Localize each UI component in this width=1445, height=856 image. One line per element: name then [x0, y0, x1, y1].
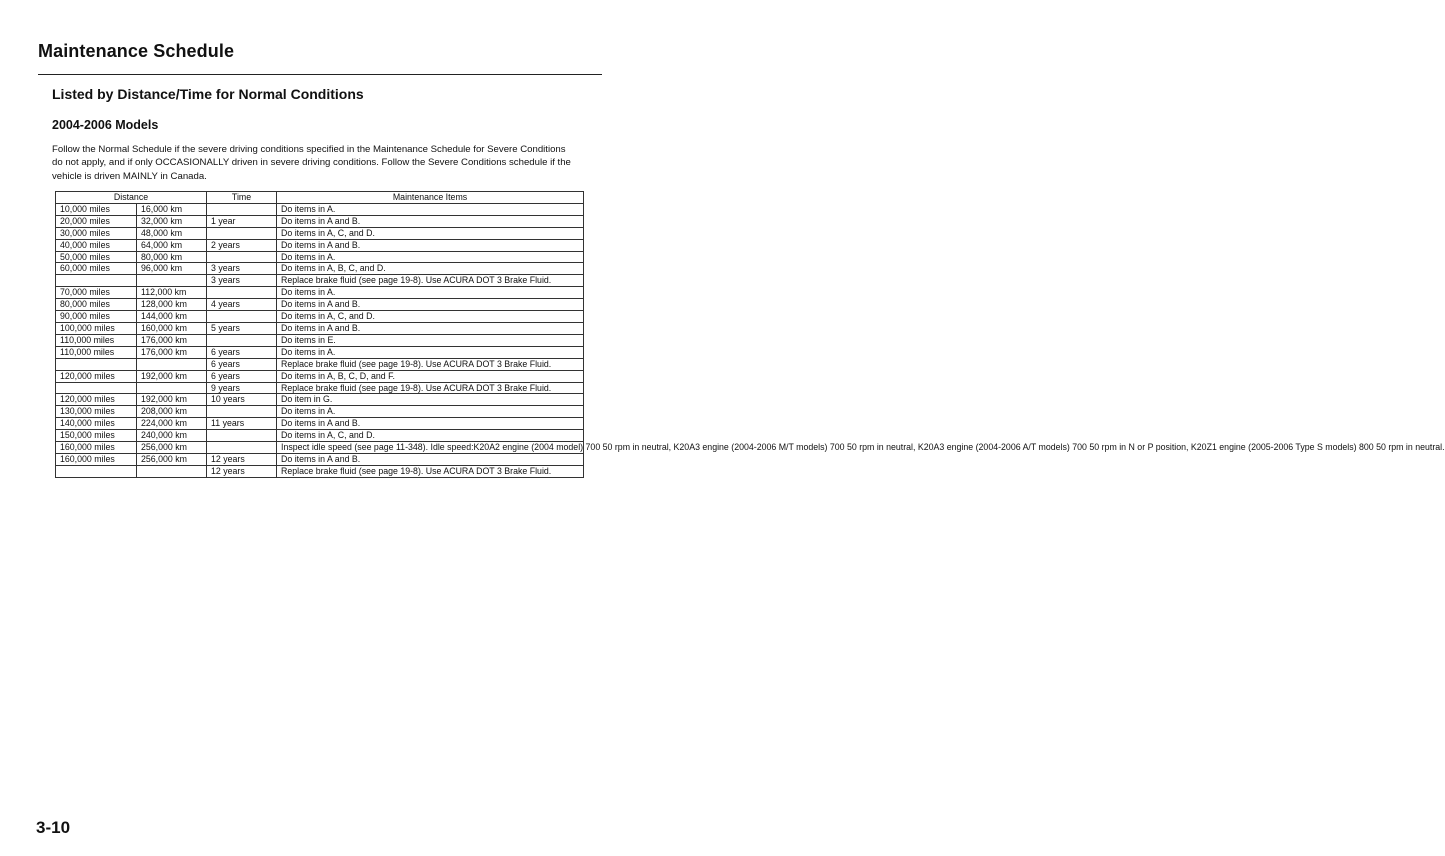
- cell-miles: 80,000 miles: [56, 299, 137, 311]
- cell-time: [207, 334, 277, 346]
- cell-miles: 150,000 miles: [56, 430, 137, 442]
- cell-items: Do items in A.: [277, 251, 584, 263]
- cell-time: 3 years: [207, 275, 277, 287]
- cell-time: 6 years: [207, 346, 277, 358]
- cell-time: 12 years: [207, 465, 277, 477]
- cell-miles: 140,000 miles: [56, 418, 137, 430]
- cell-time: [207, 251, 277, 263]
- cell-miles: 90,000 miles: [56, 311, 137, 323]
- cell-km: 176,000 km: [137, 334, 207, 346]
- cell-km: 32,000 km: [137, 215, 207, 227]
- maintenance-schedule-table: [55, 191, 1445, 478]
- cell-miles: [56, 275, 137, 287]
- cell-miles: 110,000 miles: [56, 334, 137, 346]
- cell-items: Do items in A and B.: [277, 418, 584, 430]
- table-row: [56, 406, 584, 418]
- cell-time: 5 years: [207, 322, 277, 334]
- cell-miles: 70,000 miles: [56, 287, 137, 299]
- table-row: [56, 251, 584, 263]
- cell-time: 2 years: [207, 239, 277, 251]
- cell-items: Replace brake fluid (see page 19-8). Use ACURA DOT 3 Brake Fluid.: [277, 465, 584, 477]
- cell-time: 6 years: [207, 358, 277, 370]
- table-row: [56, 370, 584, 382]
- cell-items: Do items in A, C, and D.: [277, 430, 584, 442]
- cell-km: 96,000 km: [137, 263, 207, 275]
- cell-time: 11 years: [207, 418, 277, 430]
- cell-km: 256,000 km: [137, 442, 207, 454]
- cell-miles: [56, 465, 137, 477]
- cell-miles: 30,000 miles: [56, 227, 137, 239]
- table-row: [56, 299, 584, 311]
- cell-time: 3 years: [207, 263, 277, 275]
- cell-time: [207, 203, 277, 215]
- cell-km: 224,000 km: [137, 418, 207, 430]
- cell-miles: 110,000 miles: [56, 346, 137, 358]
- cell-km: 80,000 km: [137, 251, 207, 263]
- cell-items: Replace brake fluid (see page 19-8). Use ACURA DOT 3 Brake Fluid.: [277, 358, 584, 370]
- cell-miles: 100,000 miles: [56, 322, 137, 334]
- cell-items: Do items in A, B, C, D, and F.: [277, 370, 584, 382]
- cell-km: 160,000 km: [137, 322, 207, 334]
- table-row: [56, 394, 584, 406]
- cell-miles: [56, 358, 137, 370]
- cell-miles: [56, 382, 137, 394]
- table-row: [56, 227, 584, 239]
- cell-time: [207, 227, 277, 239]
- cell-km: 192,000 km: [137, 394, 207, 406]
- table-row: [56, 215, 584, 227]
- cell-items: Do items in A and B.: [277, 299, 584, 311]
- cell-items: Do items in E.: [277, 334, 584, 346]
- table-row: [56, 263, 584, 275]
- cell-km: [137, 358, 207, 370]
- cell-items: Do items in A.: [277, 346, 584, 358]
- cell-km: 112,000 km: [137, 287, 207, 299]
- title-divider: [38, 74, 602, 75]
- header-maintenance-items: Maintenance Items: [277, 192, 584, 204]
- cell-time: 4 years: [207, 299, 277, 311]
- table-row: [56, 382, 584, 394]
- cell-items: Do items in A and B.: [277, 322, 584, 334]
- cell-km: 192,000 km: [137, 370, 207, 382]
- cell-miles: 130,000 miles: [56, 406, 137, 418]
- cell-km: 64,000 km: [137, 239, 207, 251]
- cell-time: [207, 430, 277, 442]
- table-row: [56, 358, 584, 370]
- page-number: 3-10: [36, 818, 71, 837]
- section-heading: Listed by Distance/Time for Normal Conditions: [52, 86, 364, 102]
- cell-items: Do item in G.: [277, 394, 584, 406]
- table-row: [56, 465, 584, 477]
- cell-km: 176,000 km: [137, 346, 207, 358]
- header-distance: Distance: [56, 192, 207, 204]
- cell-items: Do items in A and B.: [277, 215, 584, 227]
- intro-paragraph: Follow the Normal Schedule if the severe driving conditions specified in the Maintenance Schedule for Severe Conditions do not apply, and if only OCCASIONALLY driven in severe driving conditions. Follow the Severe Conditions schedule if the vehicle is driven MAINLY in Canada.: [52, 144, 571, 182]
- table-row: [56, 346, 584, 358]
- cell-time: [207, 287, 277, 299]
- table-row: [56, 442, 584, 454]
- cell-items: Do items in A and B.: [277, 239, 584, 251]
- table-row: [56, 275, 584, 287]
- cell-miles: 120,000 miles: [56, 394, 137, 406]
- table-row: [56, 322, 584, 334]
- cell-items: Do items in A.: [277, 203, 584, 215]
- cell-miles: 40,000 miles: [56, 239, 137, 251]
- table-row: [56, 453, 584, 465]
- cell-time: [207, 406, 277, 418]
- cell-time: [207, 442, 277, 454]
- cell-time: 12 years: [207, 453, 277, 465]
- table-row: [56, 334, 584, 346]
- cell-km: [137, 382, 207, 394]
- cell-miles: 20,000 miles: [56, 215, 137, 227]
- cell-km: [137, 275, 207, 287]
- page-title: Maintenance Schedule: [38, 41, 235, 61]
- cell-km: 48,000 km: [137, 227, 207, 239]
- table-row: [56, 311, 584, 323]
- table-row: [56, 287, 584, 299]
- cell-time: 6 years: [207, 370, 277, 382]
- cell-items: Replace brake fluid (see page 19-8). Use ACURA DOT 3 Brake Fluid.: [277, 382, 584, 394]
- cell-miles: 10,000 miles: [56, 203, 137, 215]
- cell-time: 9 years: [207, 382, 277, 394]
- cell-items: Do items in A, C, and D.: [277, 227, 584, 239]
- cell-items: Do items in A, C, and D.: [277, 311, 584, 323]
- cell-items: Do items in A, B, C, and D.: [277, 263, 584, 275]
- cell-miles: 50,000 miles: [56, 251, 137, 263]
- cell-time: 10 years: [207, 394, 277, 406]
- cell-items: Do items in A and B.: [277, 453, 584, 465]
- cell-km: 144,000 km: [137, 311, 207, 323]
- cell-km: 240,000 km: [137, 430, 207, 442]
- cell-km: 16,000 km: [137, 203, 207, 215]
- cell-km: 128,000 km: [137, 299, 207, 311]
- cell-items: Inspect idle speed (see page 11-348). Idle speed:K20A2 engine (2004 model) 700 50 rpm in neutral, K20A3 engine (2004-2006 M/T models) 700 50 rpm in neutral, K20A3 engine (2004-2006 A/T models) 700 50 rpm in N or P position, K20Z1 engine (2005-2006 Type S models) 800 50 rpm in neutral.: [277, 442, 584, 454]
- cell-km: [137, 465, 207, 477]
- cell-items: Do items in A.: [277, 287, 584, 299]
- table-row: [56, 203, 584, 215]
- header-time: Time: [207, 192, 277, 204]
- models-heading: 2004-2006 Models: [52, 118, 159, 132]
- table-row: [56, 430, 584, 442]
- table-header-row: [56, 192, 584, 204]
- cell-miles: 160,000 miles: [56, 453, 137, 465]
- cell-km: 208,000 km: [137, 406, 207, 418]
- cell-time: 1 year: [207, 215, 277, 227]
- cell-miles: 160,000 miles: [56, 442, 137, 454]
- cell-items: Replace brake fluid (see page 19-8). Use ACURA DOT 3 Brake Fluid.: [277, 275, 584, 287]
- table-body: [56, 203, 1445, 477]
- cell-time: [207, 311, 277, 323]
- table-row: [56, 418, 584, 430]
- cell-miles: 120,000 miles: [56, 370, 137, 382]
- cell-miles: 60,000 miles: [56, 263, 137, 275]
- table-row: [56, 239, 584, 251]
- cell-km: 256,000 km: [137, 453, 207, 465]
- cell-items: Do items in A.: [277, 406, 584, 418]
